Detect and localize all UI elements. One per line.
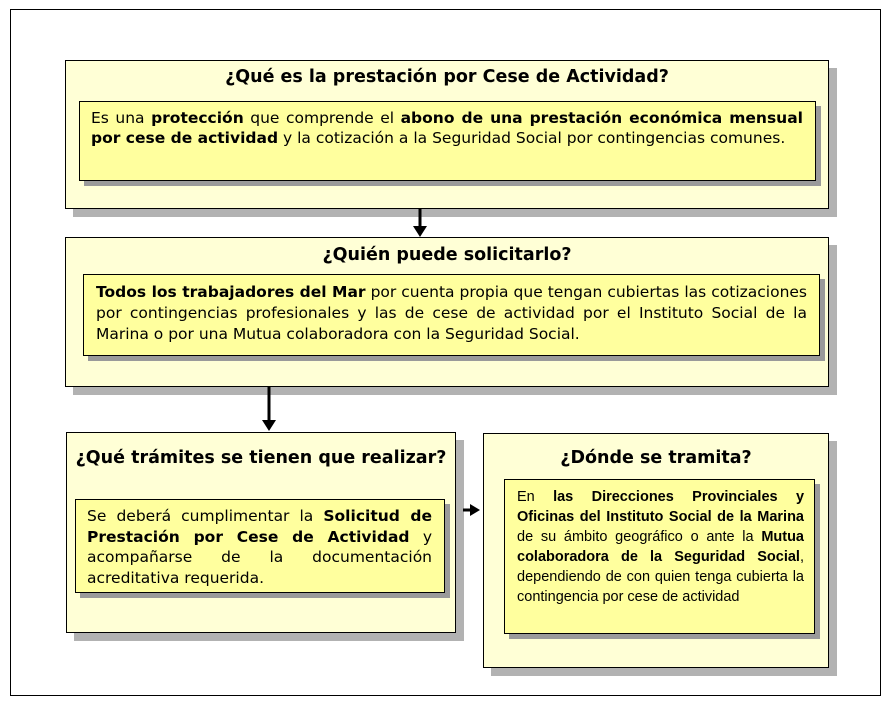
arrow-right-icon bbox=[463, 503, 481, 517]
bold-text-run: Mutua colaboradora de la Seguridad Social bbox=[517, 529, 804, 565]
what-is-title: ¿Qué es la prestación por Cese de Actividad? bbox=[225, 67, 669, 87]
procedures-description bbox=[75, 499, 445, 593]
where-description bbox=[504, 479, 815, 634]
what-is-description bbox=[79, 101, 816, 181]
text-run: que comprende el bbox=[243, 109, 401, 127]
what-is-panel bbox=[65, 60, 829, 209]
text-run: y acompañarse de la documentación acreditativa requerida. bbox=[87, 527, 432, 587]
where-title: ¿Dónde se tramita? bbox=[560, 448, 752, 468]
arrow-down-icon bbox=[412, 208, 428, 238]
text-run: Es una bbox=[91, 109, 152, 127]
who-can-apply-text bbox=[96, 282, 807, 345]
procedures-title: ¿Qué trámites se tienen que realizar? bbox=[75, 448, 447, 468]
where-panel bbox=[483, 433, 829, 668]
bold-text-run: Solicitud de Prestación por Cese de Actividad bbox=[87, 507, 432, 546]
arrow-down-icon bbox=[261, 386, 277, 432]
where-text bbox=[517, 487, 804, 607]
text-run: Se deberá cumplimentar la bbox=[87, 507, 324, 525]
who-can-apply-description bbox=[83, 274, 820, 356]
text-run: , dependiendo de con quien tenga cubierta la contingencia por cese de actividad bbox=[517, 549, 804, 605]
bold-text-run: las Direcciones Provinciales y Oficinas del Instituto Social de la Marina bbox=[517, 489, 805, 525]
text-run: En bbox=[517, 489, 554, 505]
text-run: por cuenta propia que tengan cubiertas las cotizaciones por contingencias profesionales y las de cese de actividad por el Instituto Social de la Marina o por una Mutua colaboradora con la Seguridad Social. bbox=[96, 283, 808, 343]
who-can-apply-panel bbox=[65, 237, 829, 387]
text-run: y la cotización a la Seguridad Social por contingencias comunes. bbox=[278, 129, 786, 147]
text-run: de su ámbito geográfico o ante la bbox=[517, 529, 762, 545]
bold-text-run: Todos los trabajadores del Mar bbox=[96, 283, 366, 301]
bold-text-run: abono de una prestación económica mensual por cese de actividad bbox=[91, 109, 803, 147]
bold-text-run: protección bbox=[151, 109, 244, 127]
procedures-text bbox=[87, 506, 432, 588]
what-is-text bbox=[91, 108, 803, 148]
who-can-apply-title: ¿Quién puede solicitarlo? bbox=[322, 245, 572, 265]
procedures-panel bbox=[66, 432, 456, 633]
